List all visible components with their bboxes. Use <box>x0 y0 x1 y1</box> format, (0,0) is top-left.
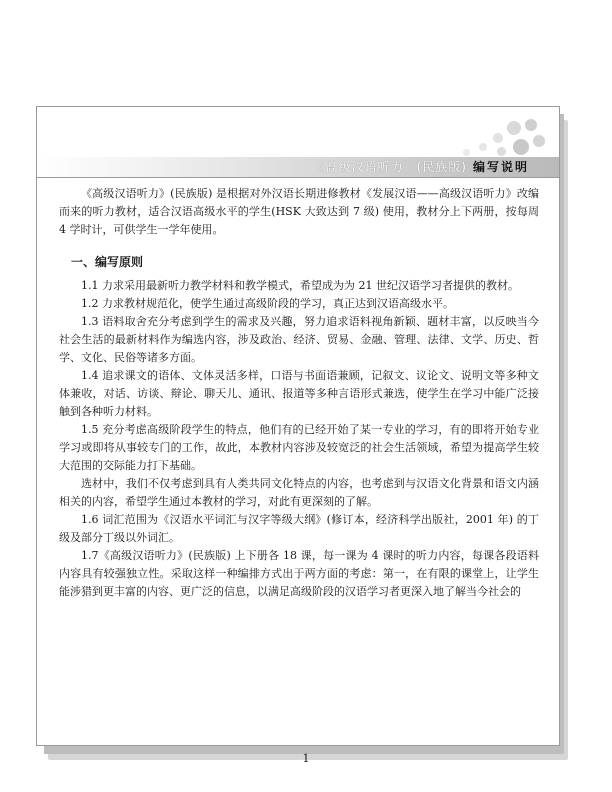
page-number: 1 <box>302 752 310 765</box>
principle-1-6: 1.6 词汇范围为《汉语水平词汇与汉字等级大纲》(修订本，经济科学出版社，2001 年) 的丁级及部分丁级以外词汇。 <box>59 513 539 544</box>
page-content <box>59 185 539 601</box>
book-page <box>36 106 560 746</box>
selection-note: 选材中，我们不仅考虑到具有人类共同文化特点的内容，也考虑到与汉语文化背景和语文内涵相关的内容，希望学生通过本教材的学习，对此有更深刻的了解。 <box>59 477 539 508</box>
running-head <box>313 158 529 176</box>
intro-paragraph: 《高级汉语听力》(民族版) 是根据对外汉语长期进修教材《发展汉语——高级汉语听力》改编而来的听力教材，适合汉语高级水平的学生(HSK 大致达到 7 级) 使用，教材分上下两册，按每周 4 学时计，可供学生一学年使用。 <box>59 187 539 236</box>
principle-1-3: 1.3 语料取舍充分考虑到学生的需求及兴趣，努力追求语料视角新颖、题材丰富，以反映当今社会生活的最新材料作为编选内容，涉及政治、经济、贸易、金融、管理、法律、文学、历史、哲学、文化、民俗等诸多方面。 <box>59 315 539 364</box>
decorative-dots <box>439 119 549 159</box>
principle-1-2: 1.2 力求教材规范化，使学生通过高级阶段的学习，真正达到汉语高级水平。 <box>81 297 454 310</box>
header-rule <box>37 177 559 178</box>
section-title: 编写说明 <box>472 160 529 174</box>
principle-1-4: 1.4 追求课文的语体、文体灵活多样，口语与书面语兼顾，记叙文、议论文、说明文等多种文体兼收，对话、访谈、辩论、聊天儿、通讯、报道等多种言语形式兼选，使学生在学习中能广泛接触到各种听力材料。 <box>59 369 539 418</box>
principle-1-5: 1.5 充分考虑高级阶段学生的特点，他们有的已经开始了某一专业的学习，有的即将开始专业学习或即将从事较专门的工作，故此，本教材内容涉及较宽泛的社会生活领域，希望为提高学生较大范围的交际能力打下基础。 <box>59 423 539 472</box>
principle-1-1: 1.1 力求采用最新听力教学材料和教学模式，希望成为为 21 世纪汉语学习者提供的教材。 <box>81 279 519 292</box>
principle-1-7: 1.7《高级汉语听力》(民族版) 上下册各 18 课，每一课为 4 课时的听力内容，每课各段语料内容具有较强独立性。采取这样一种编排方式出于两方面的考虑：第一，在有限的课堂上，让学生能涉猎到更丰富的内容、更广泛的信息，以满足高级阶段的汉语学习者更深入地了解当今社会的 <box>59 549 539 598</box>
section-heading: 一、编写原则 <box>71 255 144 269</box>
book-title: 《高级汉语听力》(民族版) <box>312 160 467 174</box>
